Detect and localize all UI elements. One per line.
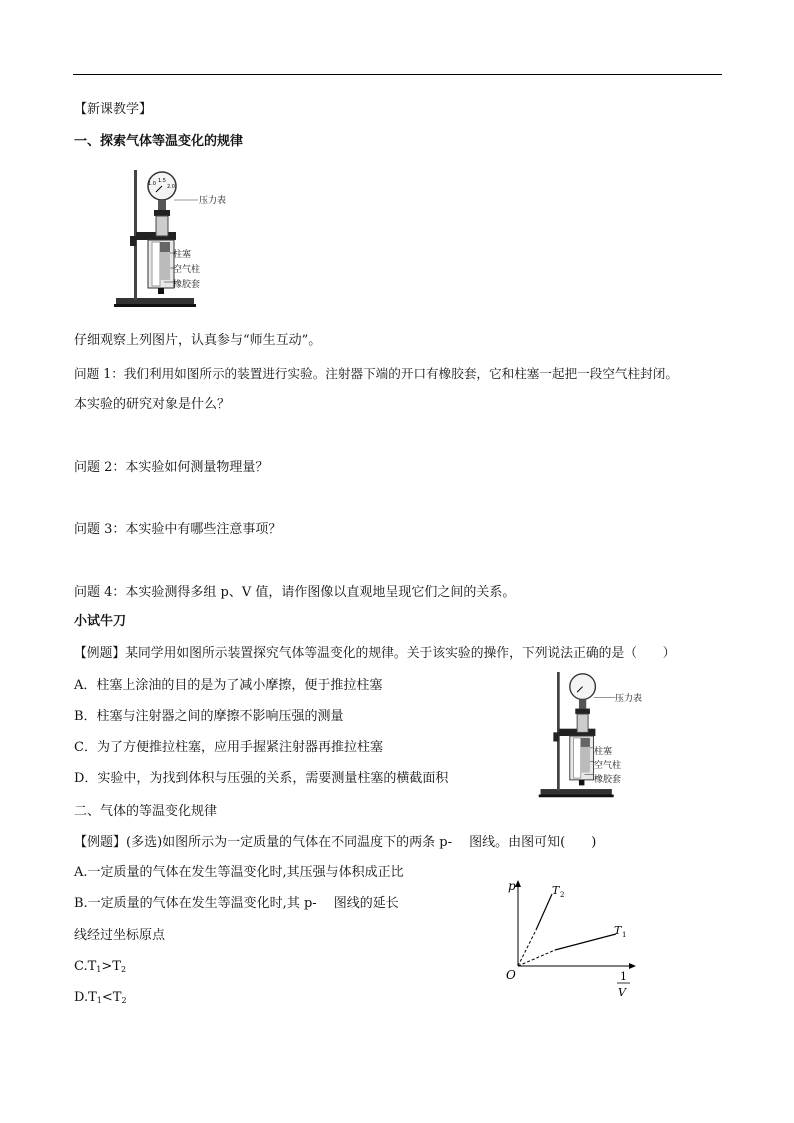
label-plunger: 柱塞 xyxy=(173,250,192,260)
pv-graph xyxy=(500,870,650,1005)
question-4: 问题 4：本实验测得多组 p、V 值，请作图像以直观地呈现它们之间的关系。 xyxy=(74,585,516,600)
t2-label: T xyxy=(552,884,560,897)
part2-option-d: $D.T_1<T_2$ xyxy=(74,990,127,1005)
x-axis-denominator: V xyxy=(618,986,626,999)
svg-text:1.0: 1.0 xyxy=(148,181,156,187)
option-d: D．实验中，为找到体积与压强的关系，需要测量柱塞的横截面积 xyxy=(74,771,449,786)
option-b: B．柱塞与注射器之间的摩擦不影响压强的测量 xyxy=(74,709,344,724)
apparatus-figure xyxy=(114,170,227,310)
part2-option-a: A.一定质量的气体在发生等温变化时,其压强与体积成正比 xyxy=(74,865,404,880)
question-1-cont: 本实验的研究对象是什么？ xyxy=(74,397,231,412)
svg-text:1.5: 1.5 xyxy=(158,178,166,184)
option-a: A．柱塞上涂油的目的是为了减小摩擦，便于推拉柱塞 xyxy=(74,678,383,693)
intro-text: 仔细观察上列图片，认真参与“师生互动”。 xyxy=(74,333,322,348)
label-pressure-gauge: 压力表 xyxy=(199,196,227,206)
part2-example: 【例题】(多选)如图所示为一定质量的气体在不同温度下的两条 p- 图线。由图可知( ) xyxy=(74,835,597,850)
header-rule xyxy=(73,74,722,75)
part1-heading: 一、探索气体等温变化的规律 xyxy=(74,134,244,149)
part2-option-c: $C.T_1>T_2$ xyxy=(74,959,127,974)
t1-label: T xyxy=(614,924,622,937)
svg-text:1: 1 xyxy=(622,931,627,939)
part2-option-b-cont: 线经过坐标原点 xyxy=(74,928,166,943)
label-air-column-2: 空气柱 xyxy=(594,761,622,771)
label-plunger-2: 柱塞 xyxy=(594,747,613,757)
label-pressure-gauge-2: 压力表 xyxy=(615,694,643,704)
label-rubber-cap: 橡胶套 xyxy=(173,280,201,290)
origin-label: O xyxy=(506,968,516,982)
line-t2 xyxy=(536,894,552,930)
trial-example: 【例题】某同学用如图所示装置探究气体等温变化的规律。关于该实验的操作，下列说法正确的是（ ） xyxy=(74,646,676,661)
question-3: 问题 3：本实验中有哪些注意事项？ xyxy=(74,522,282,537)
label-rubber-cap-2: 橡胶套 xyxy=(594,775,622,785)
question-2: 问题 2：本实验如何测量物理量？ xyxy=(74,460,269,475)
part2-option-b: B.一定质量的气体在发生等温变化时,其 p- 图线的延长 xyxy=(74,896,399,911)
line-t1 xyxy=(555,934,616,950)
question-1: 问题 1：我们利用如图所示的装置进行实验。注射器下端的开口有橡胶套，它和柱塞一起把一段空气柱封闭。 xyxy=(74,366,678,381)
label-air-column: 空气柱 xyxy=(173,265,201,275)
pressure-gauge-icon xyxy=(570,674,596,700)
svg-text:2: 2 xyxy=(560,891,565,899)
part2-heading: 二、气体的等温变化规律 xyxy=(74,804,218,819)
x-axis-numerator: 1 xyxy=(620,970,627,983)
y-axis-label: p xyxy=(508,879,516,893)
option-c: C．为了方便推拉柱塞，应用手握紧注射器再推拉柱塞 xyxy=(74,740,383,755)
trial-heading: 小试牛刀 xyxy=(74,614,127,629)
section-label: 【新课教学】 xyxy=(74,102,153,117)
svg-text:2.0: 2.0 xyxy=(167,184,175,190)
